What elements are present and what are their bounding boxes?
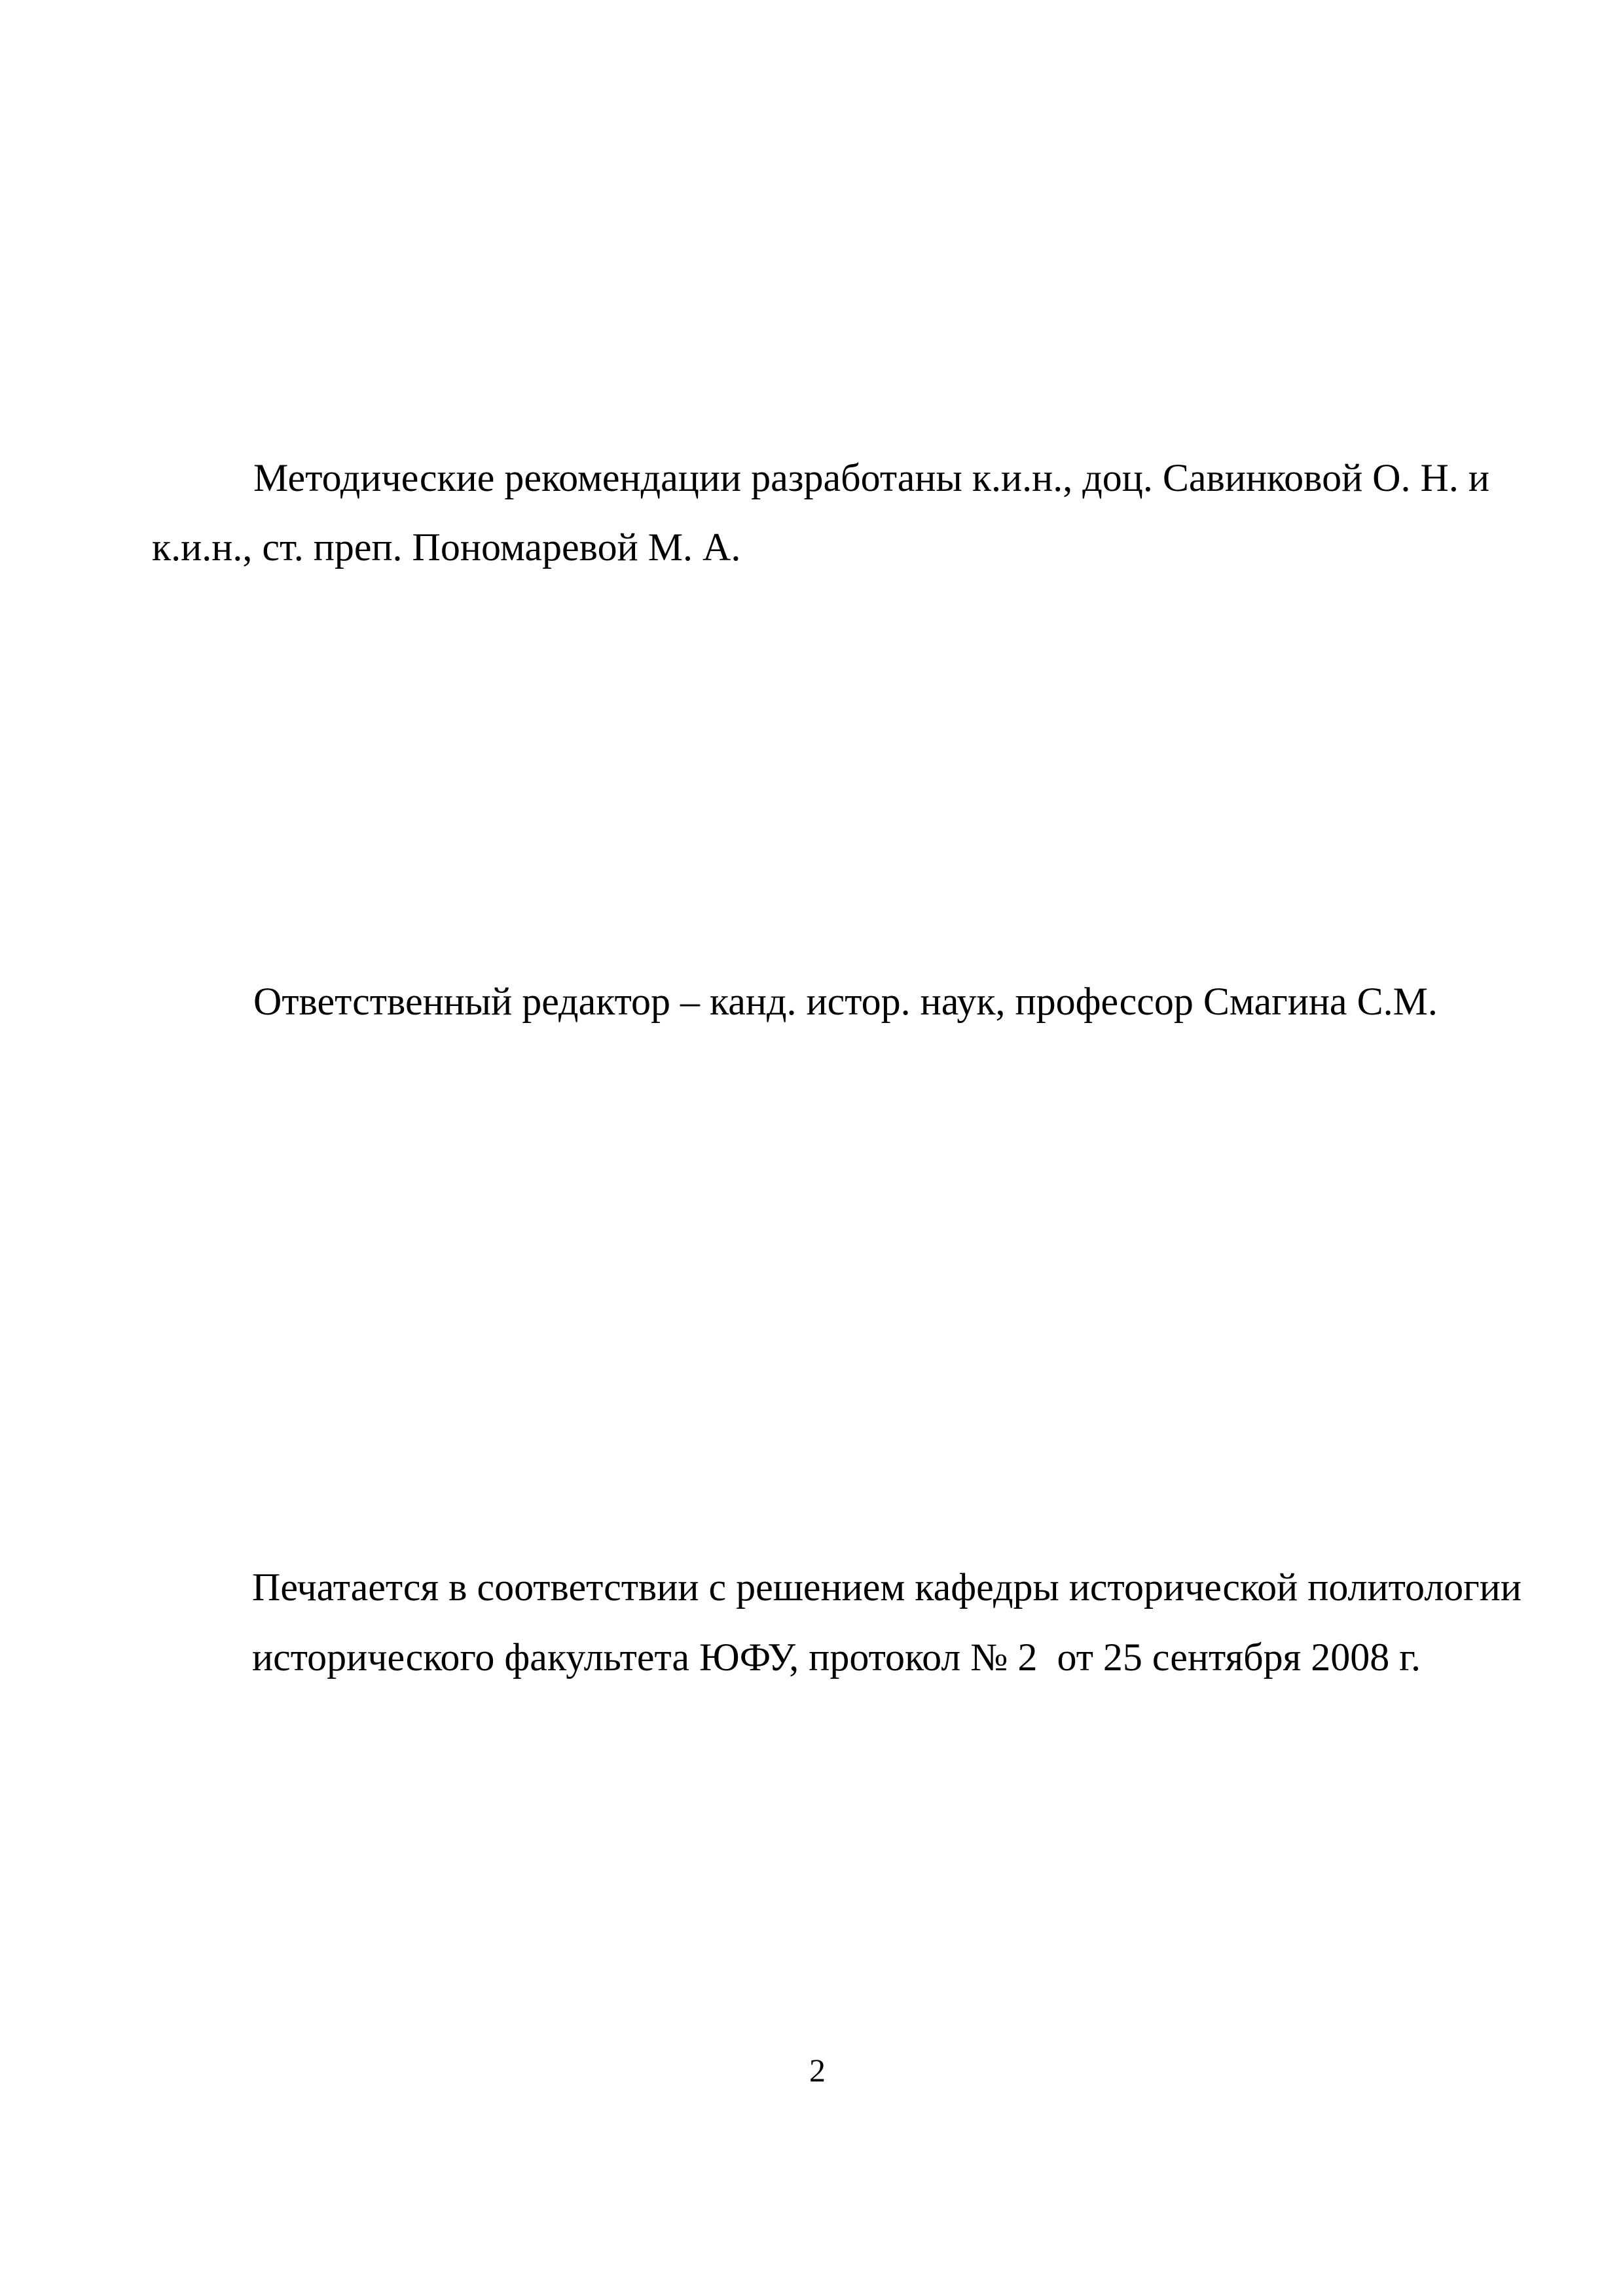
page-number: 2 <box>809 2052 826 2089</box>
editor-line: Ответственный редактор – канд. истор. наук, профессор Смагина С.М. <box>253 980 1438 1023</box>
approval-line-2: исторического факультета ЮФУ, протокол № 2 от 25 сентября 2008 г. <box>252 1636 1421 1679</box>
authors-line-1: Методические рекомендации разработаны к.и.н., доц. Савинковой О. Н. и <box>253 456 1489 499</box>
authors-line-2: к.и.н., ст. преп. Пономаревой М. А. <box>152 526 741 569</box>
approval-line-1: Печатается в соответствии с решением кафедры исторической политологии <box>252 1566 1522 1609</box>
